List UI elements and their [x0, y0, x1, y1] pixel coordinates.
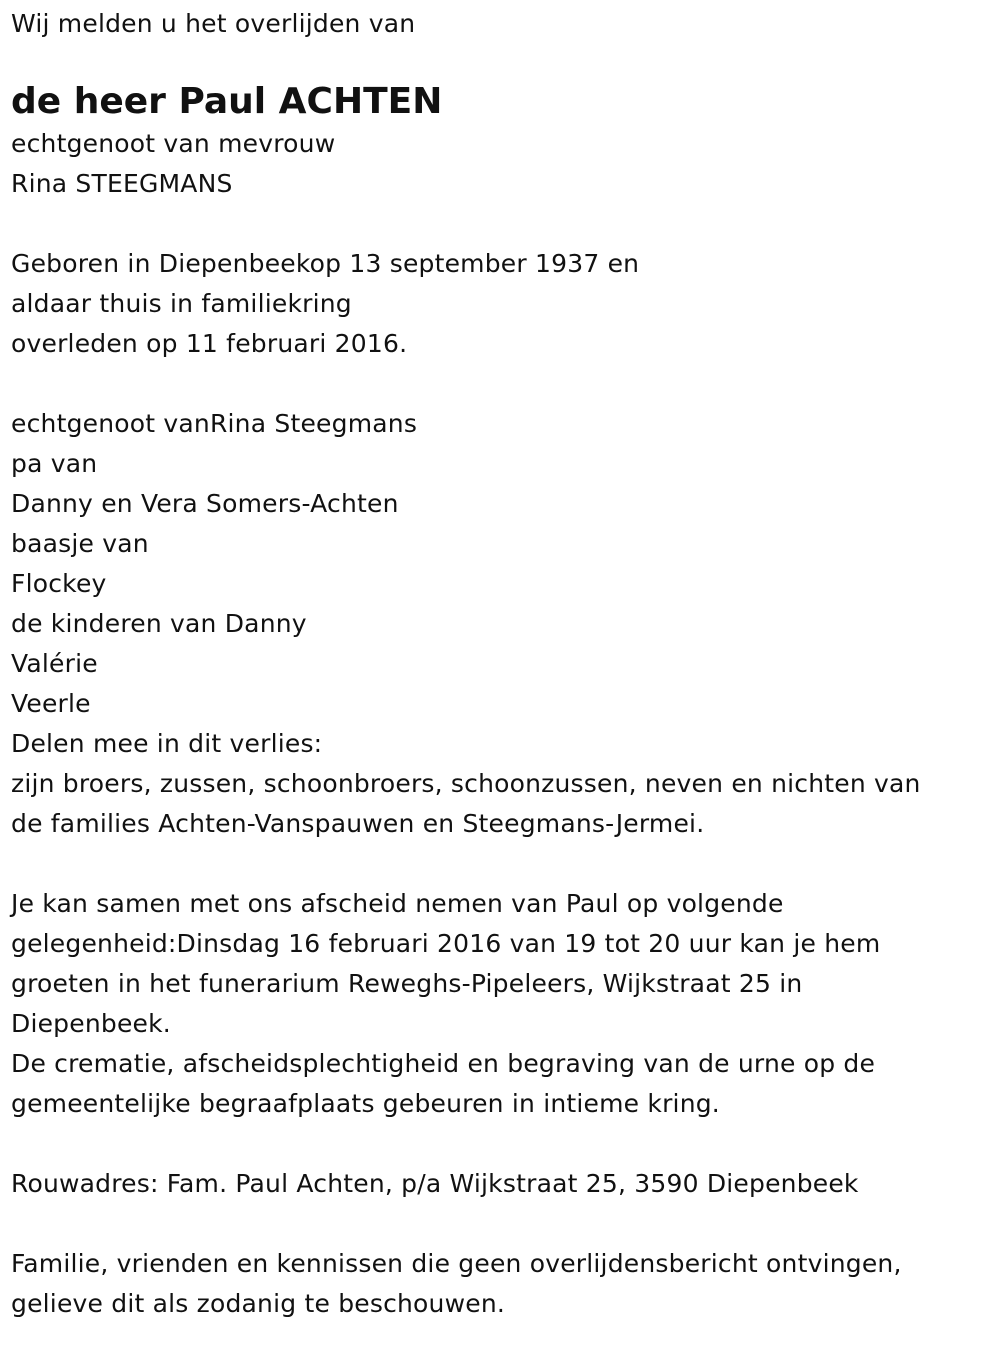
farewell-line: groeten in het funerarium Reweghs-Pipeleers, Wijkstraat 25 in [11, 969, 803, 998]
family-line: de kinderen van Danny [11, 609, 307, 638]
spacer [11, 844, 991, 884]
farewell-line: gelegenheid:Dinsdag 16 februari 2016 van 19 tot 20 uur kan je hem [11, 929, 881, 958]
mourning-address: Rouwadres: Fam. Paul Achten, p/a Wijkstraat 25, 3590 Diepenbeek [11, 1169, 859, 1198]
spacer [11, 1124, 991, 1164]
family-line: pa van [11, 449, 98, 478]
death-notice [11, 4, 991, 1324]
closing-section [11, 1244, 991, 1324]
family-line: echtgenoot vanRina Steegmans [11, 409, 418, 438]
spouse-section [11, 124, 991, 204]
family-line: Delen mee in dit verlies: [11, 729, 323, 758]
family-line: de families Achten-Vanspauwen en Steegmans-Jermei. [11, 809, 705, 838]
closing-line: gelieve dit als zodanig te beschouwen. [11, 1289, 506, 1318]
closing-line: Familie, vrienden en kennissen die geen overlijdensbericht ontvingen, [11, 1249, 902, 1278]
intro-text: Wij melden u het overlijden van [11, 9, 416, 38]
deceased-name: de heer Paul ACHTEN [11, 81, 443, 122]
spacer [11, 1204, 991, 1244]
family-line: baasje van [11, 529, 149, 558]
farewell-line: De crematie, afscheidsplechtigheid en begraving van de urne op de [11, 1049, 876, 1078]
family-line: zijn broers, zussen, schoonbroers, schoonzussen, neven en nichten van [11, 769, 921, 798]
birth-death-line: aldaar thuis in familiekring [11, 289, 352, 318]
farewell-line: Je kan samen met ons afscheid nemen van Paul op volgende [11, 889, 784, 918]
farewell-line: Diepenbeek. [11, 1009, 171, 1038]
spouse-line: Rina STEEGMANS [11, 169, 233, 198]
spouse-line: echtgenoot van mevrouw [11, 129, 336, 158]
spacer [11, 364, 991, 404]
farewell-line: gemeentelijke begraafplaats gebeuren in intieme kring. [11, 1089, 720, 1118]
family-section [11, 404, 991, 844]
family-line: Flockey [11, 569, 107, 598]
family-line: Danny en Vera Somers-Achten [11, 489, 399, 518]
birth-death-line: Geboren in Diepenbeekop 13 september 1937 en [11, 249, 640, 278]
farewell-section [11, 884, 991, 1124]
spacer [11, 204, 991, 244]
birth-death-section [11, 244, 991, 364]
family-line: Valérie [11, 649, 98, 678]
birth-death-line: overleden op 11 februari 2016. [11, 329, 408, 358]
family-line: Veerle [11, 689, 91, 718]
